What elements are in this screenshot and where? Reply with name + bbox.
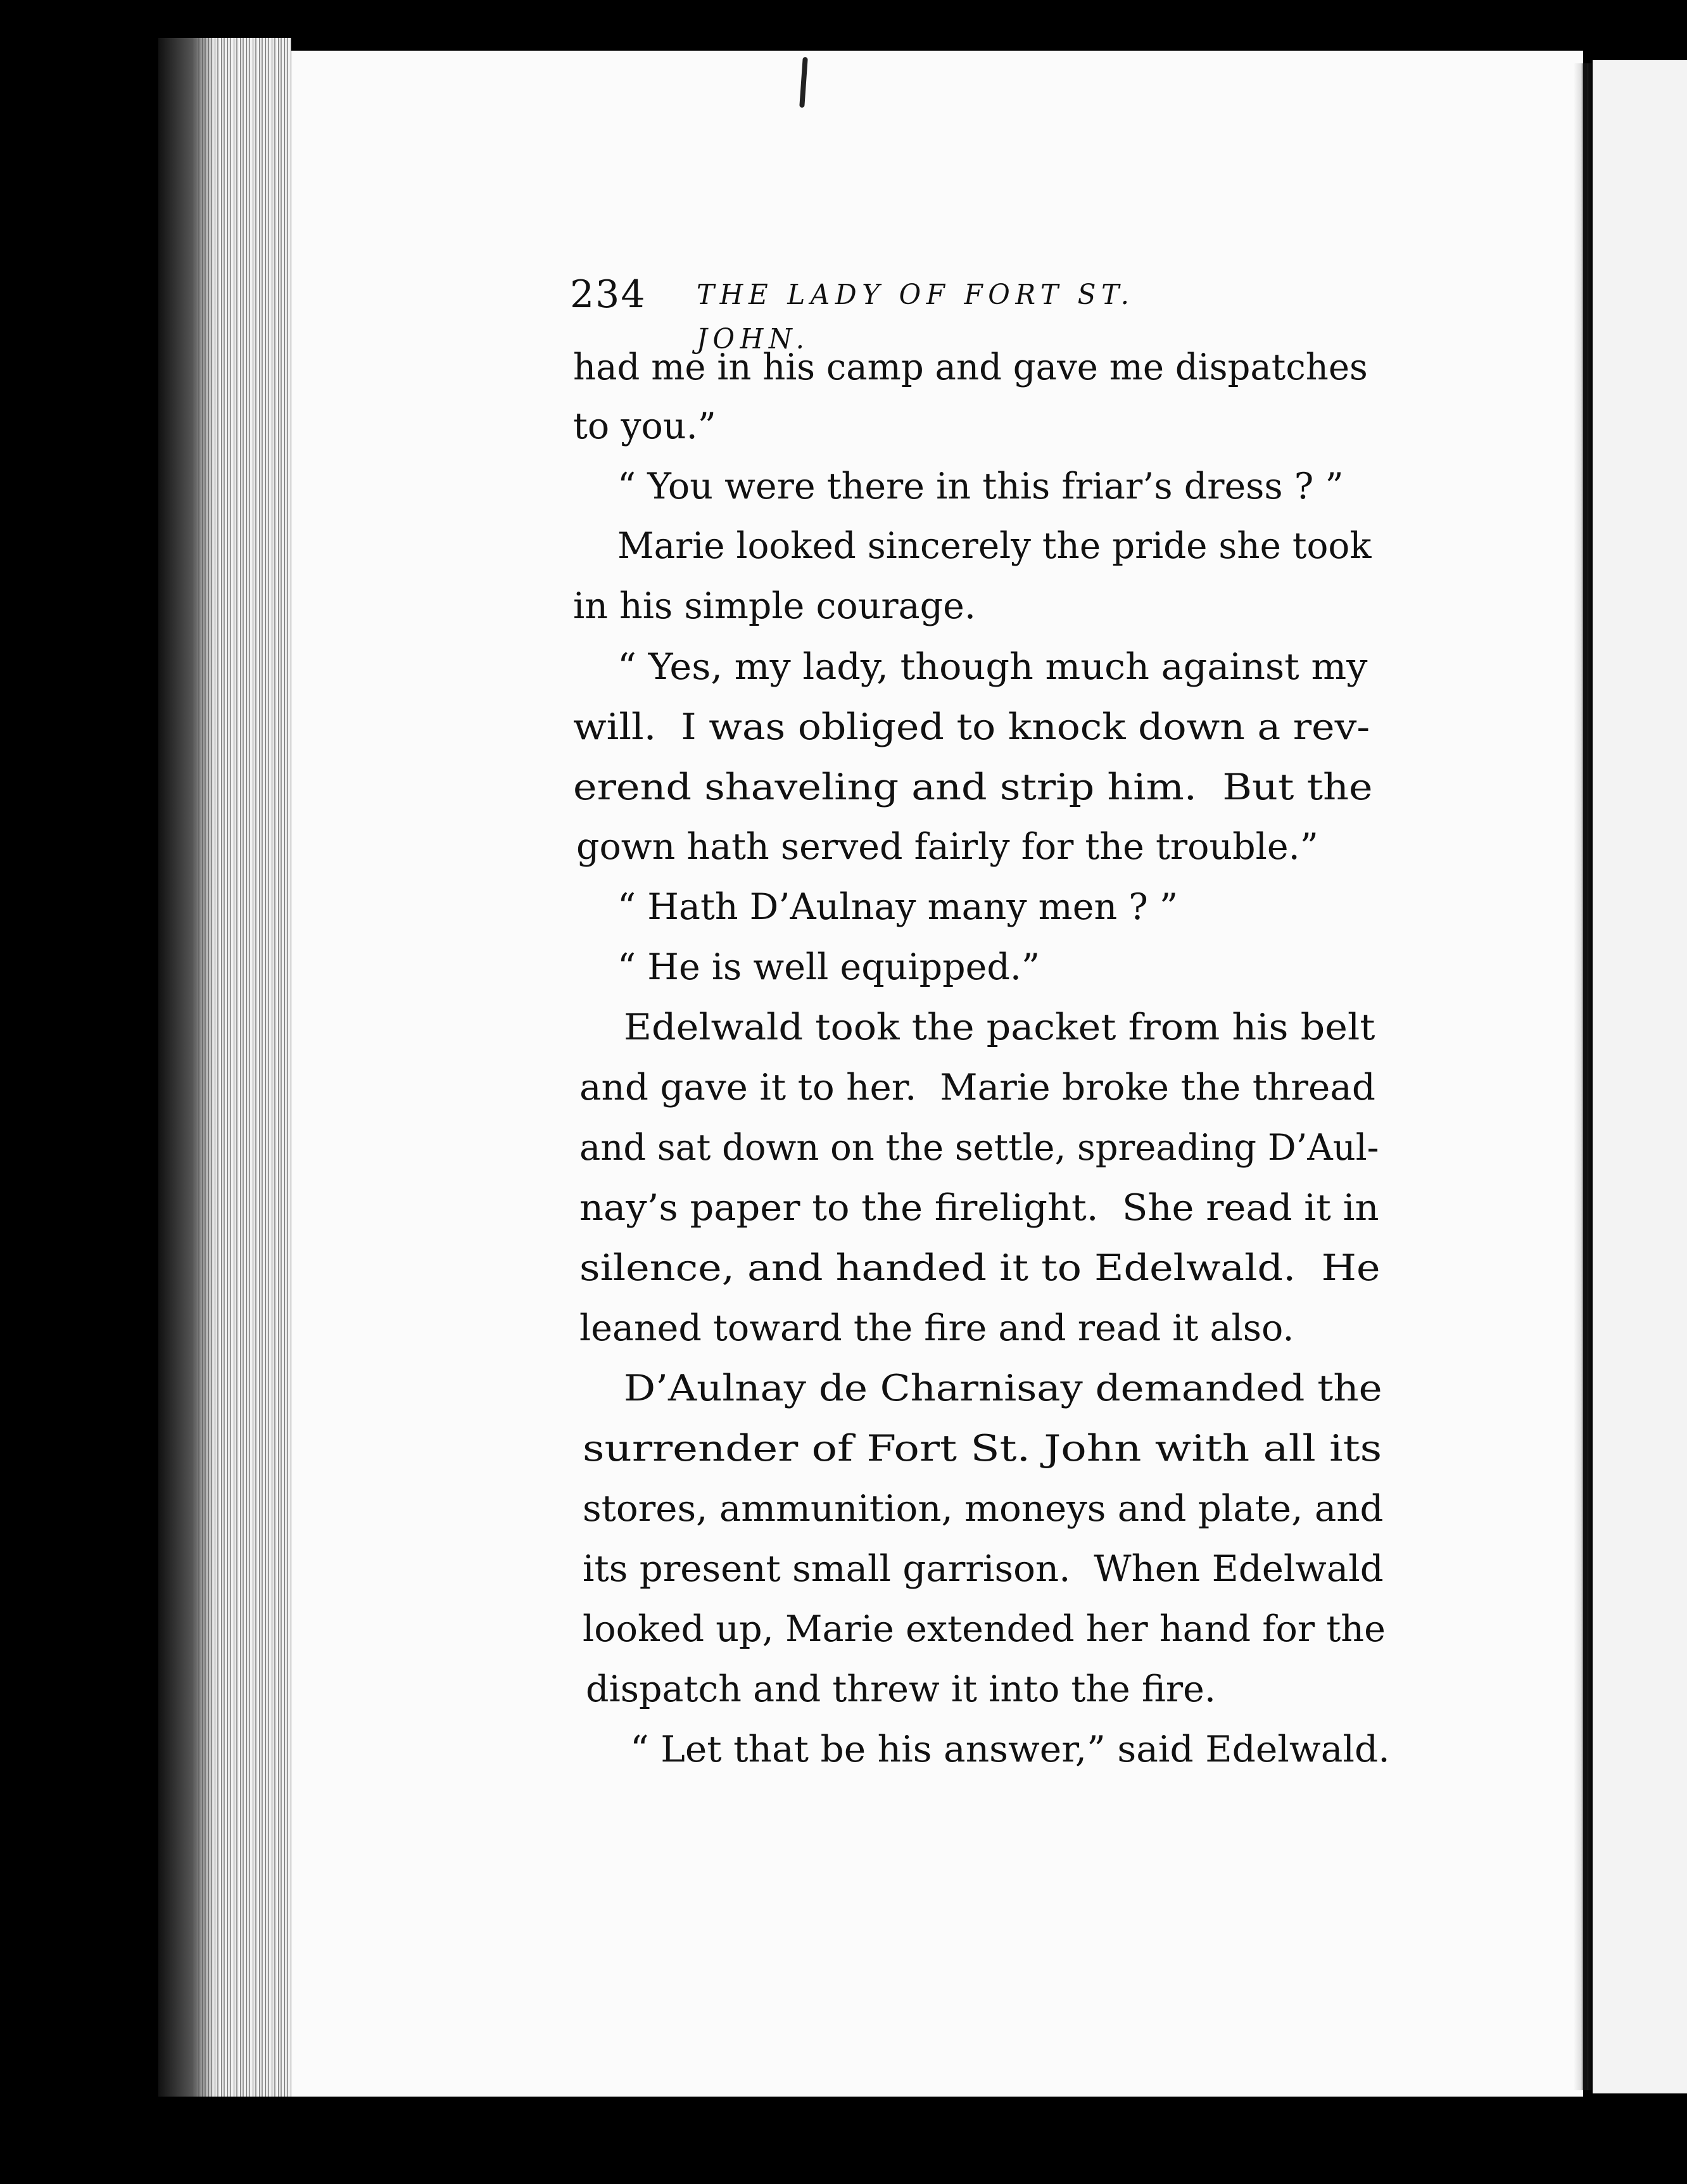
text-line: its present small garrison. When Edelwald: [583, 1548, 1384, 1590]
page-edge-stack: [158, 38, 291, 2097]
text-line: erend shaveling and strip him. But the: [573, 766, 1373, 808]
text-line: “ He is well equipped.”: [617, 946, 1040, 988]
text-line: surrender of Fort St. John with all its: [583, 1428, 1382, 1470]
text-line: “ Yes, my lady, though much against my: [617, 646, 1368, 688]
text-line: Marie looked sincerely the pride she took: [617, 525, 1372, 567]
text-line: “ You were there in this friar’s dress ? ”: [617, 466, 1344, 507]
text-line: D’Aulnay de Charnisay demanded the: [624, 1368, 1382, 1409]
text-line: had me in his camp and gave me dispatches: [573, 346, 1368, 388]
text-line: “ Let that be his answer,” said Edelwald.: [630, 1729, 1390, 1770]
facing-page-edge: [1583, 63, 1587, 2090]
scan-bottom-border: [0, 2097, 1687, 2184]
text-line: gown hath served fairly for the trouble.”: [576, 826, 1318, 868]
text-line: will. I was obliged to knock down a rev-: [573, 706, 1370, 748]
text-line: to you.”: [573, 405, 716, 447]
text-line: nay’s paper to the firelight. She read it in: [579, 1187, 1379, 1229]
text-line: and sat down on the settle, spreading D’Aul-: [579, 1127, 1379, 1169]
facing-page-sliver: [1593, 60, 1687, 2093]
running-title: THE LADY OF FORT ST. JOHN.: [697, 279, 1135, 355]
text-line: dispatch and threw it into the fire.: [586, 1668, 1216, 1710]
running-head: [570, 269, 1279, 355]
text-line: “ Hath D’Aulnay many men ? ”: [617, 886, 1178, 928]
text-line: leaned toward the fire and read it also.: [579, 1307, 1294, 1349]
text-line: Edelwald took the packet from his belt: [624, 1006, 1375, 1048]
text-line: looked up, Marie extended her hand for the: [583, 1608, 1386, 1650]
text-line: silence, and handed it to Edelwald. He: [579, 1247, 1381, 1289]
text-line: and gave it to her. Marie broke the thread: [579, 1067, 1375, 1108]
text-line: in his simple courage.: [573, 585, 976, 627]
page-number: 234: [570, 272, 647, 317]
text-line: stores, ammunition, moneys and plate, and: [583, 1488, 1384, 1530]
